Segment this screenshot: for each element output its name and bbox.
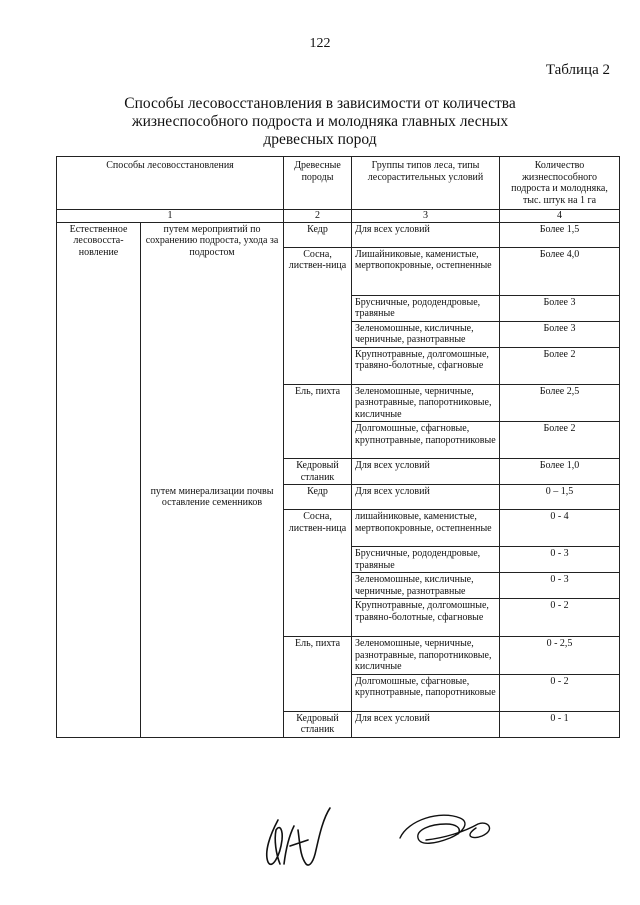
- species-cell: Кедровый стланик: [284, 459, 352, 485]
- sub-method-cell: путем мероприятий по сохранению подроста, ухода за подростом: [141, 222, 284, 485]
- header-forest-groups: Группы типов леса, типы лесорастительных условий: [352, 157, 500, 210]
- reforestation-table: [56, 156, 620, 738]
- quantity-cell: 0 - 3: [500, 573, 620, 599]
- species-cell: Ель, пихта: [284, 384, 352, 459]
- quantity-cell: Более 3: [500, 295, 620, 321]
- species-cell: Кедровый стланик: [284, 711, 352, 737]
- column-number: 2: [284, 210, 352, 223]
- title-line: древесных пород: [263, 131, 377, 148]
- table-label: Таблица 2: [545, 62, 610, 78]
- header-quantity: Количество жизнеспособного подроста и молодняка, тыс. штук на 1 га: [500, 157, 620, 210]
- species-cell: Кедр: [284, 222, 352, 247]
- forest-group-cell: Брусничные, рододендровые, травяные: [352, 295, 500, 321]
- column-number: 4: [500, 210, 620, 223]
- column-number: 3: [352, 210, 500, 223]
- quantity-cell: 0 - 1: [500, 711, 620, 737]
- title-line: жизнеспособного подроста и молодняка главных лесных: [131, 113, 509, 130]
- header-row: [57, 157, 620, 210]
- method-cell: Естественное лесовосста-новление: [57, 222, 141, 737]
- forest-group-cell: Долгомошные, сфагновые, крупнотравные, папоротниковые: [352, 422, 500, 459]
- forest-group-cell: Лишайниковые, каменистые, мертвопокровные, остепненные: [352, 247, 500, 295]
- signatures: [250, 790, 510, 880]
- forest-group-cell: Брусничные, рододендровые, травяные: [352, 547, 500, 573]
- forest-group-cell: Крупнотравные, долгомошные, травяно-болотные, сфагновые: [352, 347, 500, 384]
- species-cell: Сосна, листвен-ница: [284, 247, 352, 384]
- quantity-cell: Более 1,0: [500, 459, 620, 485]
- forest-group-cell: Для всех условий: [352, 485, 500, 510]
- quantity-cell: 0 - 2,5: [500, 637, 620, 675]
- table-row: [57, 485, 620, 510]
- forest-group-cell: Долгомошные, сфагновые, крупнотравные, папоротниковые: [352, 674, 500, 711]
- quantity-cell: Более 3: [500, 321, 620, 347]
- quantity-cell: Более 2,5: [500, 384, 620, 422]
- quantity-cell: 0 - 4: [500, 510, 620, 547]
- forest-group-cell: Для всех условий: [352, 222, 500, 247]
- title-line: Способы лесовосстановления в зависимости от количества: [124, 95, 516, 112]
- forest-group-cell: Для всех условий: [352, 711, 500, 737]
- sub-method-cell: путем минерализации почвы оставление семенников: [141, 485, 284, 738]
- quantity-cell: Более 1,5: [500, 222, 620, 247]
- forest-group-cell: Зеленомошные, кисличные, черничные, разнотравные: [352, 573, 500, 599]
- forest-group-cell: лишайниковые, каменистые, мертвопокровные, остепненные: [352, 510, 500, 547]
- quantity-cell: Более 4,0: [500, 247, 620, 295]
- forest-group-cell: Для всех условий: [352, 459, 500, 485]
- quantity-cell: 0 - 2: [500, 674, 620, 711]
- forest-group-cell: Крупнотравные, долгомошные, травяно-болотные, сфагновые: [352, 599, 500, 637]
- forest-group-cell: Зеленомошные, черничные, разнотравные, папоротниковые, кисличные: [352, 637, 500, 675]
- table-row: [57, 222, 620, 247]
- header-methods: Способы лесовосстановления: [57, 157, 284, 210]
- quantity-cell: 0 - 2: [500, 599, 620, 637]
- quantity-cell: Более 2: [500, 347, 620, 384]
- quantity-cell: 0 – 1,5: [500, 485, 620, 510]
- page-number: 122: [309, 36, 331, 51]
- species-cell: Сосна, листвен-ница: [284, 510, 352, 637]
- document-title: [100, 95, 540, 149]
- forest-group-cell: Зеленомошные, черничные, разнотравные, папоротниковые, кисличные: [352, 384, 500, 422]
- species-cell: Ель, пихта: [284, 637, 352, 712]
- header-species: Древесные породы: [284, 157, 352, 210]
- quantity-cell: 0 - 3: [500, 547, 620, 573]
- quantity-cell: Более 2: [500, 422, 620, 459]
- column-number-row: [57, 210, 620, 223]
- signature-right-icon: [250, 790, 510, 880]
- species-cell: Кедр: [284, 485, 352, 510]
- forest-group-cell: Зеленомошные, кисличные, черничные, разнотравные: [352, 321, 500, 347]
- column-number: 1: [57, 210, 284, 223]
